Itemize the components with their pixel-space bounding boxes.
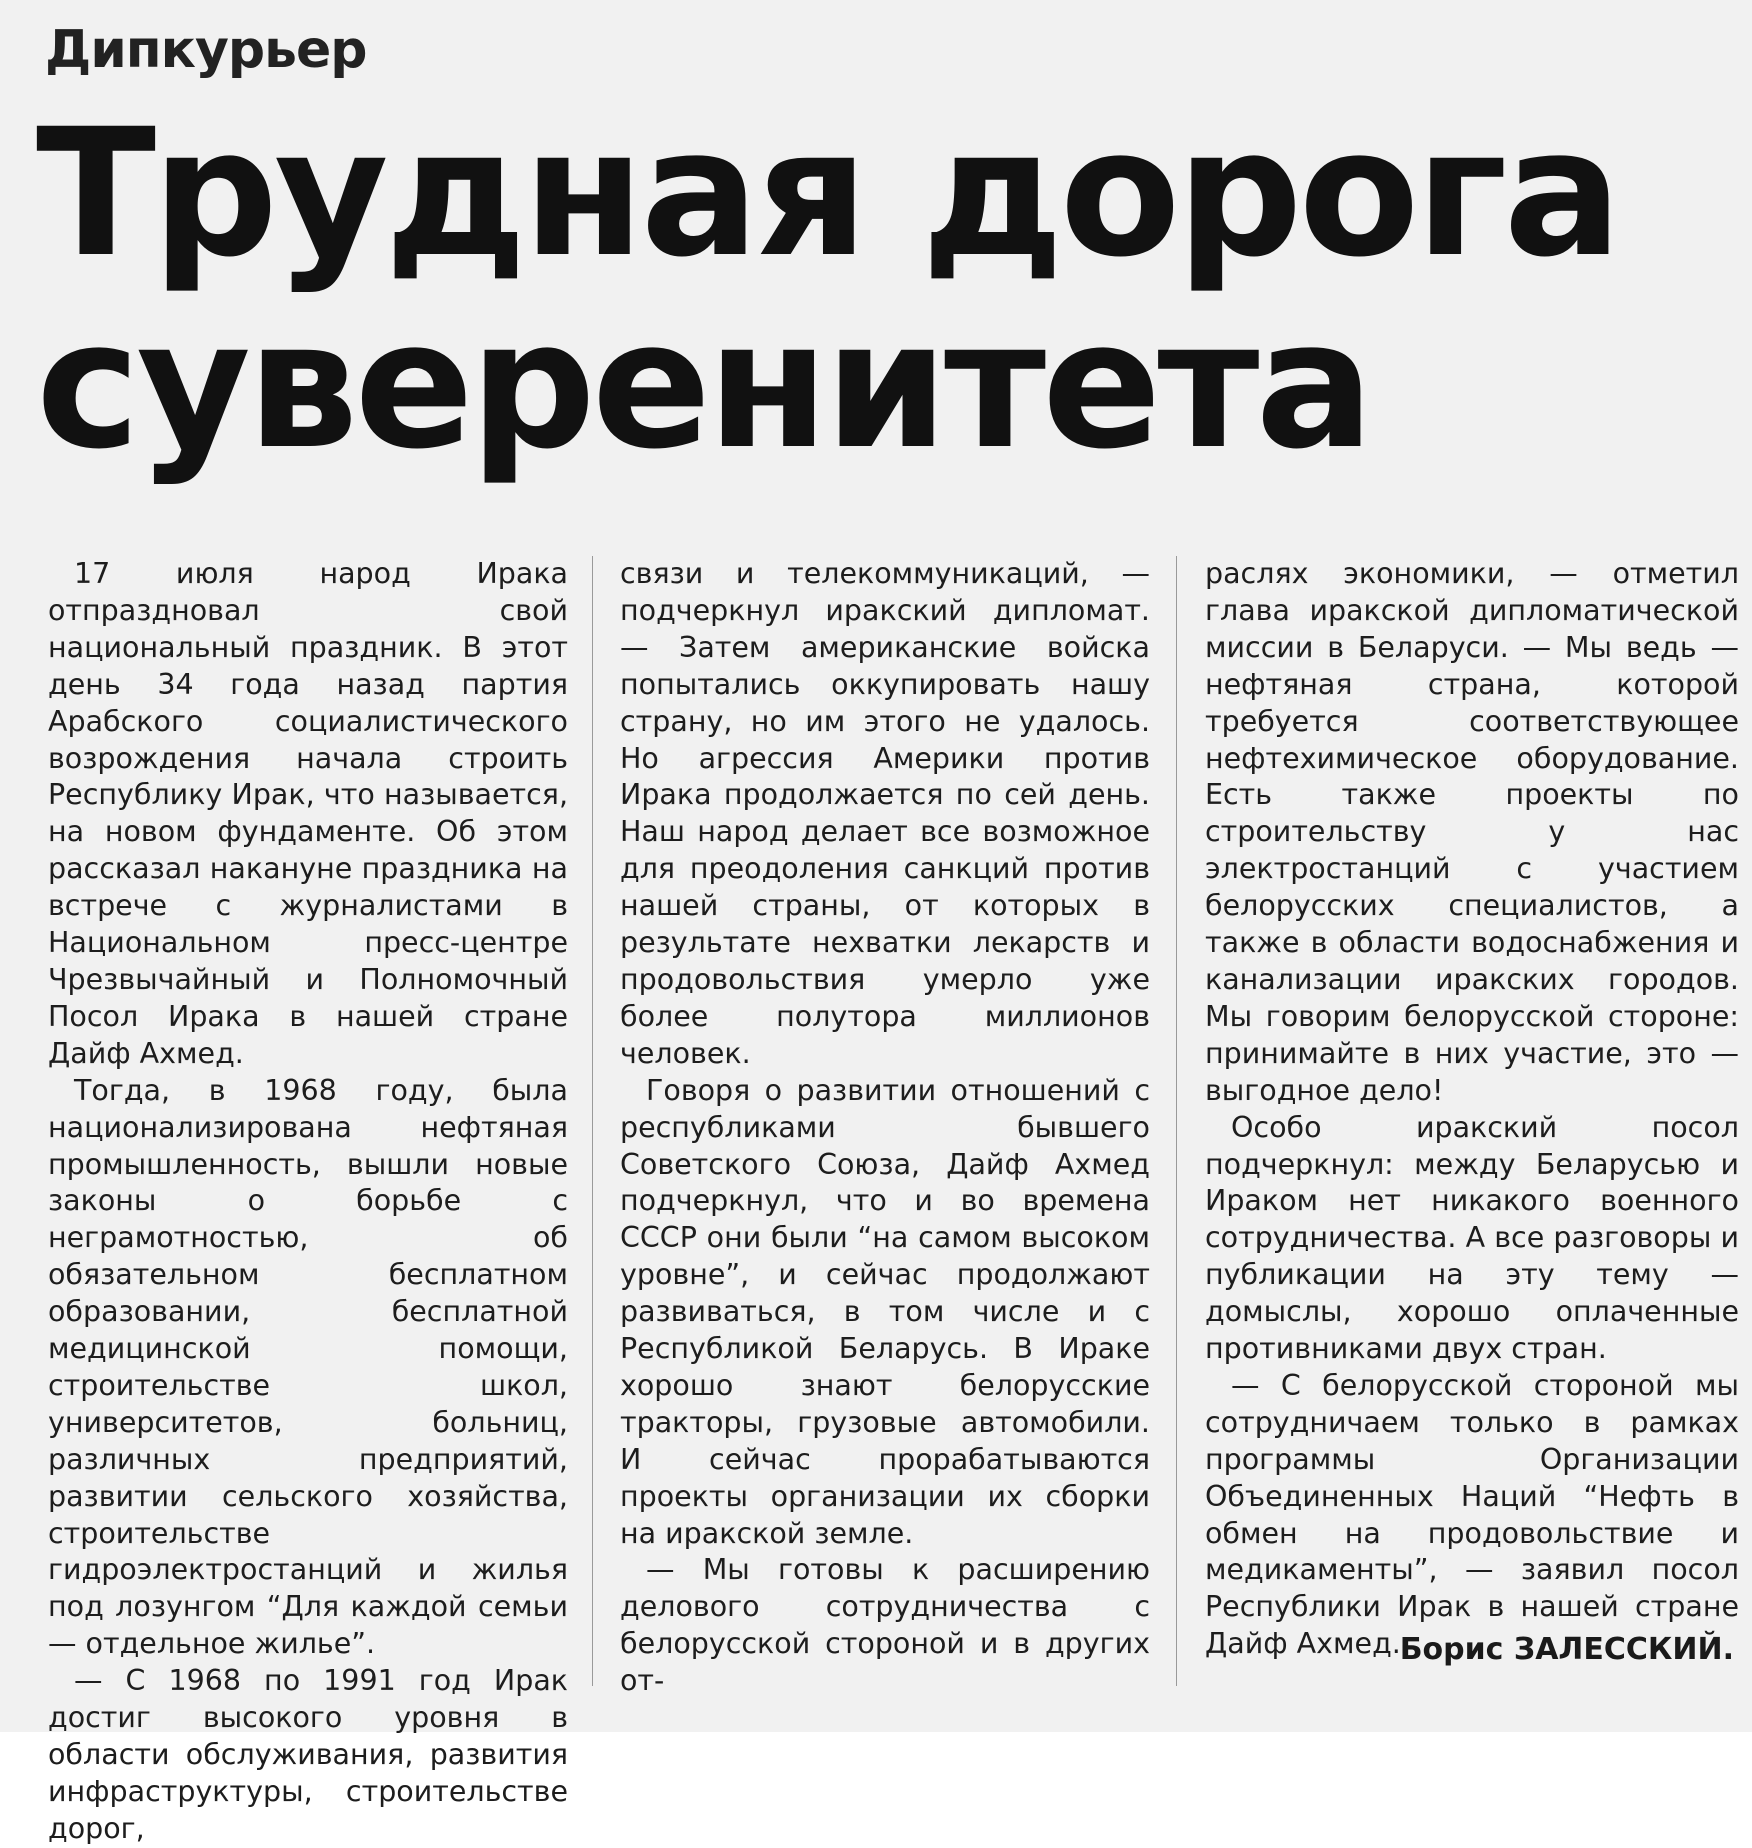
paragraph: связи и телекоммуникаций, — подчеркнул иракский дипломат. — Затем американские войска попытались оккупировать нашу страну, но им этого не удалось. Но агрессия Америки против Ирака продолжается по сей день. Наш народ делает все возможное для преодоления санкций против нашей страны, от которых в результате нехватки лекарств и продовольствия умерло уже более полутора миллионов человек. [620,557,1150,1070]
paragraph: 17 июля народ Ирака отпраздновал свой национальный праздник. В этот день 34 года назад партия Арабского социалистического возрождения начала строить Республику Ирак, что называется, на новом фундаменте. Об этом рассказал накануне праздника на встрече с журналистами в Национальном пресс-центре Чрезвычайный и Полномочный Посол Ирака в нашей стране Дайф Ахмед. [48,557,568,1070]
article-column-2 [620,556,1150,1700]
paragraph: Особо иракский посол подчеркнул: между Беларусью и Ираком нет никакого военного сотрудничества. А все разговоры и публикации на эту тему — домыслы, хорошо оплаченные противниками двух стран. [1205,1110,1739,1366]
headline-line-2: суверенитета [36,283,1371,488]
paragraph: Тогда, в 1968 году, была национализирована нефтяная промышленность, вышли новые законы о борьбе с неграмотностью, об обязательном бесплатном образовании, бесплатной медицинской помощи, строительстве школ, университетов, больниц, различных предприятий, развитии сельского хозяйства, строительстве гидроэлектростанций и жилья под лозунгом “Для каждой семьи — отдельное жилье”. [48,1073,568,1661]
paragraph: Говоря о развитии отношений с республиками бывшего Советского Союза, Дайф Ахмед подчеркнул, что и во времена СССР они были “на самом высоком уровне”, и сейчас продолжают развиваться, в том числе и с Республикой Беларусь. В Ираке хорошо знают белорусские тракторы, грузовые автомобили. И сейчас прорабатываются проекты организации их сборки на иракской земле. [620,1073,1150,1550]
paragraph: раслях экономики, — отметил глава иракской дипломатической миссии в Беларуси. — Мы ведь — нефтяная страна, которой требуется соответствующее нефтехимическое оборудование. Есть также проекты по строительству у нас электростанций с участием белорусских специалистов, а также в области водоснабжения и канализации иракских городов. Мы говорим белорусской стороне: принимайте в них участие, это — выгодное дело! [1205,557,1739,1107]
paragraph: — Мы готовы к расширению делового сотрудничества с белорусской стороной и в других от- [620,1553,1150,1698]
headline-line-1: Трудная дорога [36,91,1619,296]
headline [36,91,1736,488]
paragraph: — С белорусской стороной мы сотрудничаем только в рамках программы Организации Объединенных Наций “Нефть в обмен на продовольствие и медикаменты”, — заявил посол Республики Ирак в нашей стране Дайф Ахмед. [1205,1368,1739,1661]
paragraph: — С 1968 по 1991 год Ирак достиг высокого уровня в области обслуживания, развития инфраструктуры, строительстве дорог, [48,1664,568,1845]
author-byline: Борис ЗАЛЕССКИЙ. [1399,1632,1734,1667]
rubric-label: Дипкурьер [45,20,367,80]
column-divider [1176,556,1177,1686]
article-column-3 [1205,556,1739,1663]
article-column-1 [48,556,568,1848]
column-divider [592,556,593,1686]
